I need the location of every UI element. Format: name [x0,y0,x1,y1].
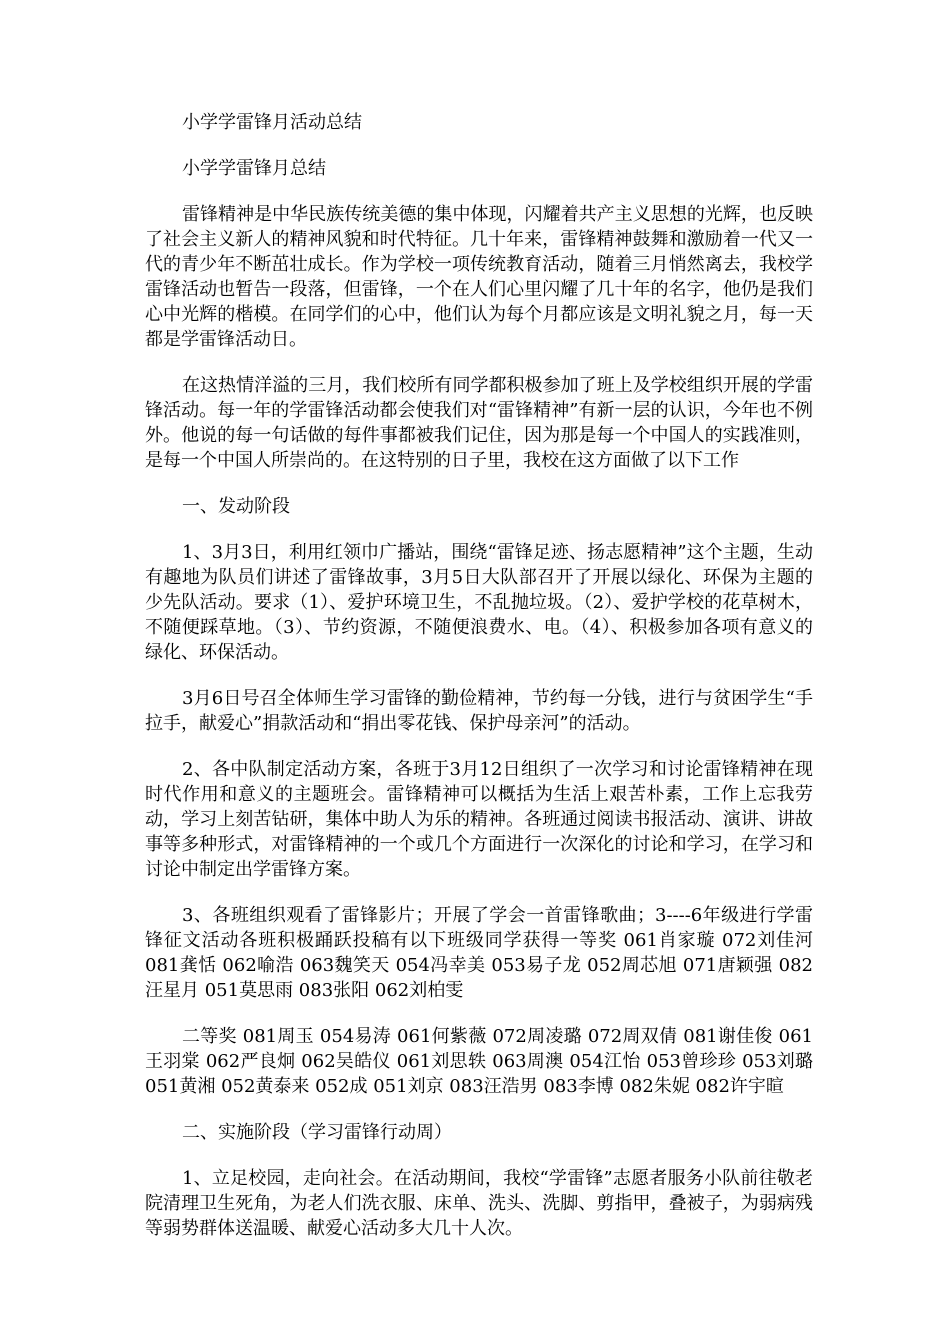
document-title: 小学学雷锋月活动总结 [182,112,362,133]
paragraph-item-1: 1、3月3日，利用红领巾广播站，围绕“雷锋足迹、扬志愿精神”这个主题，生动有趣地为队员们讲述了雷锋故事，3月5日大队部召开了开展以绿化、环保为主题的少先队活动。要求（1）、爱护环境卫生，不乱抛垃圾。（2）、爱护学校的花草树木，不随便踩草地。（3）、节约资源，不随便浪费水、电。（4）、积极参加各项有意义的绿化、环保活动。 [145,542,813,663]
paragraph-march-6: 3月6日号召全体师生学习雷锋的勤俭精神，节约每一分钱，进行与贫困学生“手拉手，献爱心”捐款活动和“捐出零花钱、保护母亲河”的活动。 [145,688,813,734]
section-heading-launch: 一、发动阶段 [182,496,290,517]
section-heading-implementation: 二、实施阶段（学习雷锋行动周） [182,1122,452,1143]
paragraph-second-prize: 二等奖 081周玉 054易涛 061何紫薇 072周凌璐 072周双倩 081谢佳俊 061王羽棠 062严良炯 062吴皓仪 061刘思轶 063周澳 054江怡 053曾珍珍 053刘璐 051黄湘 052黄泰来 052成 051刘京 083汪浩男 083李博 082朱妮 082许宇暄 [145,1026,813,1097]
document-subtitle: 小学学雷锋月总结 [182,158,326,179]
paragraph-item-2: 2、各中队制定活动方案，各班于3月12日组织了一次学习和讨论雷锋精神在现时代作用和意义的主题班会。雷锋精神可以概括为生活上艰苦朴素，工作上忘我劳动，学习上刻苦钻研，集体中助人为乐的精神。各班通过阅读书报活动、演讲、讲故事等多种形式，对雷锋精神的一个或几个方面进行一次深化的讨论和学习，在学习和讨论中制定出学雷锋方案。 [145,759,813,880]
paragraph-march: 在这热情洋溢的三月，我们校所有同学都积极参加了班上及学校组织开展的学雷锋活动。每一年的学雷锋活动都会使我们对“雷锋精神”有新一层的认识，今年也不例外。他说的每一句话做的每件事都被我们记住，因为那是每一个中国人的实践准则，是每一个中国人所崇尚的。在这特别的日子里，我校在这方面做了以下工作 [145,375,813,471]
paragraph-item-3: 3、各班组织观看了雷锋影片；开展了学会一首雷锋歌曲；3----6年级进行学雷锋征文活动各班积极踊跃投稿有以下班级同学获得一等奖 061肖家璇 072刘佳河 081龚恬 062喻浩 063魏笑天 054冯幸美 053易子龙 052周芯旭 071唐颖强 082汪星月 051莫思雨 083张阳 062刘柏雯 [145,905,813,1001]
paragraph-implementation-1: 1、立足校园，走向社会。在活动期间，我校“学雷锋”志愿者服务小队前往敬老院清理卫生死角，为老人们洗衣服、床单、洗头、洗脚、剪指甲，叠被子，为弱病残等弱势群体送温暖、献爱心活动多大几十人次。 [145,1168,813,1239]
document-body [145,110,813,1262]
paragraph-intro: 雷锋精神是中华民族传统美德的集中体现，闪耀着共产主义思想的光辉，也反映了社会主义新人的精神风貌和时代特征。几十年来，雷锋精神鼓舞和激励着一代又一代的青少年不断茁壮成长。作为学校一项传统教育活动，随着三月悄然离去，我校学雷锋活动也暂告一段落，但雷锋，一个在人们心里闪耀了几十年的名字，他仍是我们心中光辉的楷模。在同学们的心中，他们认为每个月都应该是文明礼貌之月，每一天都是学雷锋活动日。 [145,204,813,350]
